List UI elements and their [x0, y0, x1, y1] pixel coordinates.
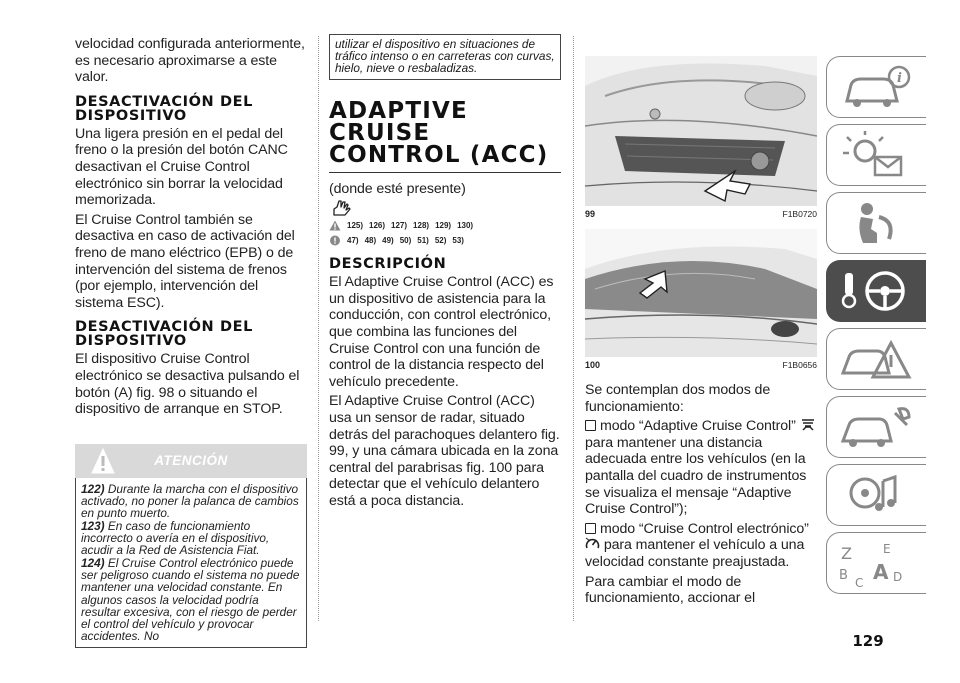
paragraph: El Adaptive Cruise Control (ACC) usa un sensor de radar, situado detrás del parachoques delantero fig. 99, y una cámara ubicada en la zona central del parabrisas fig. 100 para detectar que el vehículo delantero está a poca distancia. — [329, 393, 560, 509]
warning-item: 124) El Cruise Control electrónico puede ser peligroso cuando el sistema no puede mantener una velocidad constante. En algunos casos la velocidad podría resultar excesiva, con el riesgo de perder el control del vehículo y provocar accidentes. No — [81, 556, 300, 643]
ref-label: 129) — [435, 221, 452, 231]
column-middle — [329, 36, 561, 513]
ref-label: 127) — [391, 221, 408, 231]
warning-header — [75, 444, 307, 478]
safety-airbag-icon — [837, 199, 917, 249]
bullet-box-icon — [585, 523, 596, 534]
column-separator — [318, 36, 319, 621]
tab-safety[interactable] — [826, 192, 926, 254]
acc-icon — [800, 419, 816, 431]
bullet-box-icon — [585, 420, 596, 431]
car-front-bumper-image — [585, 56, 817, 206]
index-icon — [837, 539, 917, 589]
ref-label: 48) — [364, 236, 377, 246]
warning-item: 123) En caso de funcionamiento incorrecto o avería en el dispositivo, acudir a la Red de Asistencia Fiat. — [81, 518, 270, 558]
ref-label: 49) — [382, 236, 394, 246]
paragraph: Para cambiar el modo de funcionamiento, accionar el — [585, 573, 756, 607]
references-row — [329, 219, 561, 232]
paragraph: Se contemplan dos modos de funcionamiento: — [585, 382, 771, 415]
ref-label: 50) — [399, 236, 412, 246]
index-letter: E — [883, 542, 891, 556]
warning-triangle-icon — [329, 220, 341, 231]
warning-continuation-box: utilizar el dispositivo en situaciones de tráfico intenso o en carreteras con curvas, hielo, nieve o resbaladizas. — [329, 34, 561, 80]
tab-starting-driving[interactable] — [826, 260, 926, 322]
car-windshield-image — [585, 229, 817, 357]
tab-multimedia[interactable] — [826, 464, 926, 526]
svg-text:i: i — [897, 71, 902, 86]
chapter-sidebar — [826, 56, 930, 600]
ref-label: 53) — [452, 236, 464, 246]
ref-label: 52) — [434, 236, 447, 246]
column-left — [75, 36, 307, 648]
paragraph: El Cruise Control también se desactiva en caso de activación del freno de mano eléctrico (EPB) o de intervención del sistema de frenos (por ejemplo, intervención del sistema ESC). — [75, 211, 295, 311]
figure-caption — [585, 209, 817, 219]
mode-item-acc: modo “Adaptive Cruise Control” para mantener una distancia adecuada entre los vehículos (en la pantalla del cuadro de instrumentos se visualiza el mensaje “Adaptive Cruise Control”); — [585, 418, 817, 518]
figure-99-car-front — [585, 56, 817, 206]
paragraph: El dispositivo Cruise Control electrónico se desactiva pulsando el botón (A) fig. 98 o situando el dispositivo de arranque en STOP. — [75, 351, 300, 418]
mode-item-cruise: modo “Cruise Control electrónico” para mantener el vehículo a una velocidad constante preajustada. — [585, 520, 809, 570]
ref-label: 125) — [347, 221, 364, 231]
starting-driving-icon — [837, 267, 917, 317]
speedometer-icon — [585, 537, 600, 550]
maintenance-icon — [837, 403, 917, 453]
figure-code: F1B0656 — [782, 360, 817, 370]
caution-icon — [329, 235, 341, 246]
column-separator — [573, 36, 574, 621]
emergency-icon — [837, 335, 917, 385]
warning-title: ATENCIÓN — [154, 452, 228, 468]
column-right — [585, 56, 817, 610]
heading-rule — [329, 172, 561, 173]
section-heading: DESCRIPCIÓN — [329, 256, 447, 273]
figure-100-windshield — [585, 229, 817, 357]
tab-emergency[interactable] — [826, 328, 926, 390]
figure-number: 100 — [585, 360, 601, 370]
dashboard-info-icon — [837, 63, 917, 113]
index-letter: Z — [841, 544, 852, 563]
tab-warning-lights[interactable] — [826, 124, 926, 186]
index-letter: D — [893, 570, 903, 584]
warning-item: 122) Durante la marcha con el dispositivo activado, no poner la palanca de cambios en punto muerto. — [81, 481, 299, 520]
warning-lights-icon — [837, 131, 917, 181]
multimedia-icon — [837, 471, 917, 521]
index-letter: A — [873, 560, 889, 584]
references-row — [329, 234, 561, 247]
figure-caption — [585, 360, 817, 370]
figure-number: 99 — [585, 209, 596, 219]
tab-index[interactable] — [826, 532, 926, 594]
tab-dashboard[interactable] — [826, 56, 926, 118]
figure-code: F1B0720 — [782, 209, 817, 219]
paragraph: Una ligera presión en el pedal del freno o la presión del botón CANC desactivan el Cruise Control electrónico sin borrar la velocidad memorizada. — [75, 125, 288, 209]
availability-note: (donde esté presente) — [329, 180, 466, 197]
index-letter: B — [839, 568, 848, 583]
intro-paragraph: velocidad configurada anteriormente, es necesario aproximarse a este valor. — [75, 36, 305, 86]
section-heading: DESACTIVACIÓN DEL DISPOSITIVO — [75, 319, 253, 350]
ref-label: 126) — [369, 221, 386, 231]
section-heading: DESACTIVACIÓN DEL DISPOSITIVO — [75, 93, 253, 124]
ref-label: 130) — [457, 221, 474, 231]
hand-touch-icon — [331, 199, 353, 217]
tab-maintenance[interactable] — [826, 396, 926, 458]
ref-label: 47) — [347, 236, 359, 246]
warning-body — [75, 478, 307, 648]
page-number: 129 — [852, 632, 884, 650]
chapter-heading: ADAPTIVE CRUISE CONTROL (ACC) — [329, 97, 549, 168]
index-letter: C — [855, 576, 864, 589]
ref-label: 51) — [417, 236, 429, 246]
ref-label: 128) — [413, 221, 430, 231]
paragraph: El Adaptive Cruise Control (ACC) es un dispositivo de asistencia para la conducción, con control electrónico, que combina las funciones del Cruise Control con una función de control de la distancia respecto del vehículo precedente. — [329, 274, 554, 390]
